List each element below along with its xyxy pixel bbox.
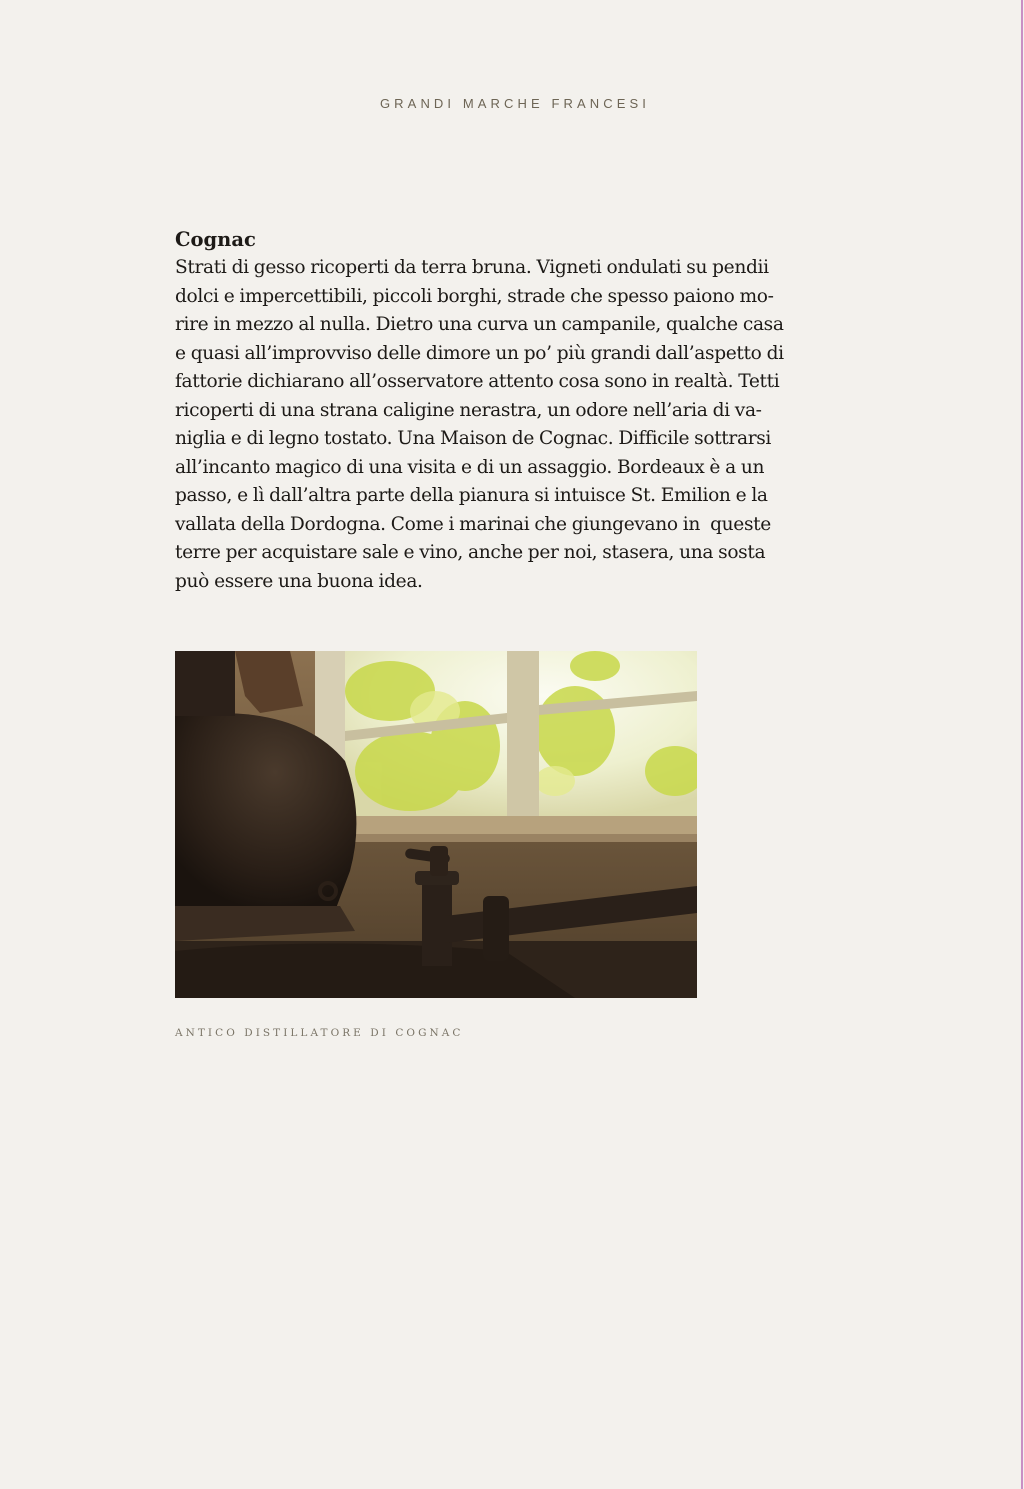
- body-line: può essere una buona idea.: [175, 570, 423, 592]
- body-line: fattorie dichiarano all’osservatore attento cosa sono in realtà. Tetti: [175, 371, 780, 392]
- body-line: rire in mezzo al nulla. Dietro una curva un campanile, qualche casa: [175, 314, 784, 335]
- body-line: ricoperti di una strana caligine nerastra, un odore nell’aria di va-: [175, 399, 762, 421]
- body-line: Strati di gesso ricoperti da terra bruna. Vigneti ondulati su pendii: [175, 257, 769, 278]
- article-title: Cognac: [175, 228, 256, 251]
- body-line: terre per acquistare sale e vino, anche per noi, stasera, una sosta: [175, 542, 766, 563]
- figure-caption: ANTICO DISTILLATORE DI COGNAC: [175, 1027, 464, 1039]
- body-line: all’incanto magico di una visita e di un assaggio. Bordeaux è a un: [175, 456, 765, 478]
- distiller-photo-illustration: [175, 651, 697, 998]
- body-line: passo, e lì dall’altra parte della pianura si intuisce St. Emilion e la: [175, 485, 768, 506]
- distiller-photo: [175, 651, 697, 998]
- running-head: GRANDI MARCHE FRANCESI: [379, 96, 651, 111]
- body-line: vallata della Dordogna. Come i marinai che giungevano in queste: [175, 513, 771, 535]
- article-body: [175, 254, 905, 596]
- body-line: e quasi all’improvviso delle dimore un po’ più grandi dall’aspetto di: [175, 342, 784, 364]
- body-line: dolci e impercettibili, piccoli borghi, strade che spesso paiono mo-: [175, 285, 774, 307]
- page-edge-accent-line: [1021, 0, 1023, 1489]
- body-line: niglia e di legno tostato. Una Maison de Cognac. Difficile sottrarsi: [175, 428, 772, 449]
- article: [175, 226, 905, 596]
